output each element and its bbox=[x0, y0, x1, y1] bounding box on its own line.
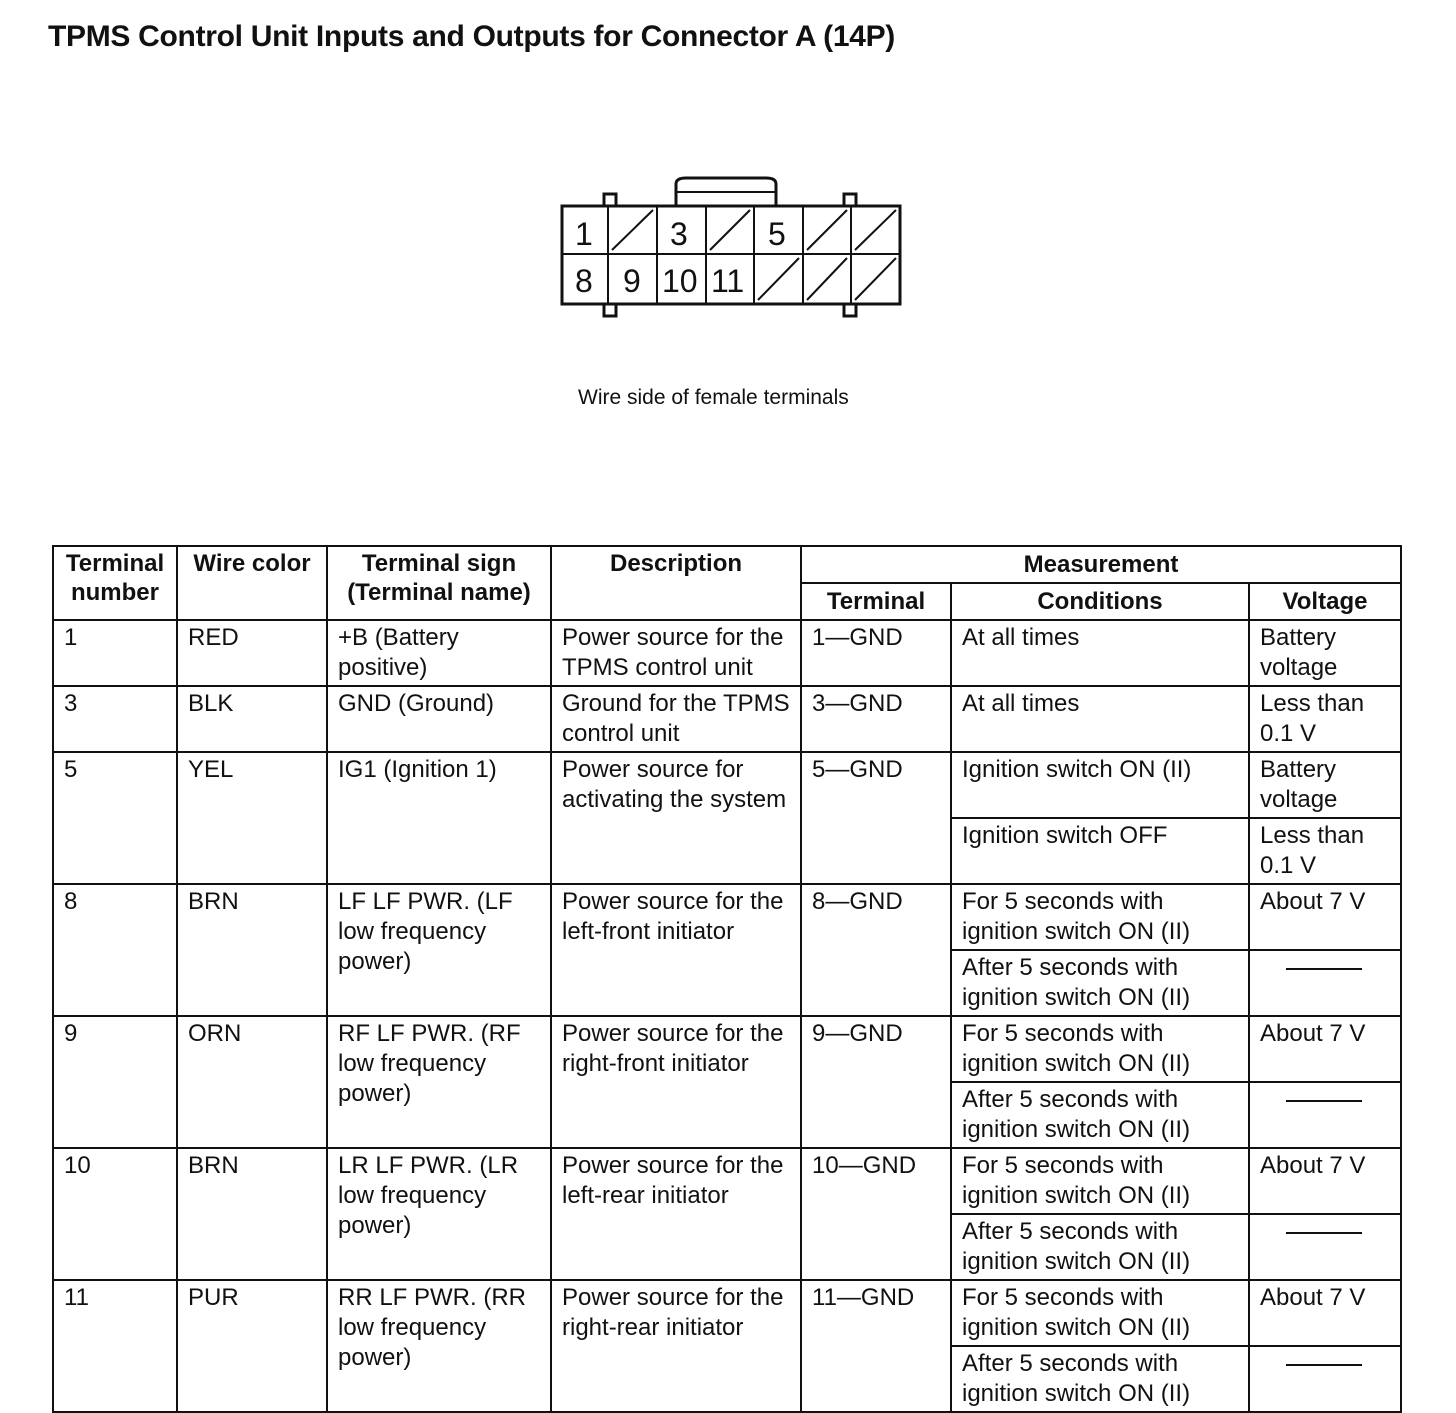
pin-label-11: 11 bbox=[711, 263, 745, 299]
table-row bbox=[53, 686, 1401, 752]
wire-color: ORN bbox=[177, 1016, 327, 1148]
voltage-none bbox=[1249, 1082, 1401, 1148]
condition: After 5 seconds with ignition switch ON (II) bbox=[951, 1082, 1249, 1148]
voltage: About 7 V bbox=[1249, 1016, 1401, 1082]
description: Power source for the TPMS control unit bbox=[551, 620, 801, 686]
terminal-number: 10 bbox=[53, 1148, 177, 1280]
terminal-number: 11 bbox=[53, 1280, 177, 1412]
pin-label-9: 9 bbox=[623, 263, 641, 299]
table-row bbox=[53, 1148, 1401, 1214]
terminal-sign: IG1 (Ignition 1) bbox=[327, 752, 551, 884]
wire-color: RED bbox=[177, 620, 327, 686]
wire-color: PUR bbox=[177, 1280, 327, 1412]
condition: After 5 seconds with ignition switch ON (II) bbox=[951, 950, 1249, 1016]
table-row bbox=[53, 620, 1401, 686]
measurement-terminal: 5—GND bbox=[801, 752, 951, 884]
condition: At all times bbox=[951, 686, 1249, 752]
terminal-number: 3 bbox=[53, 686, 177, 752]
terminal-sign: RF LF PWR. (RF low frequency power) bbox=[327, 1016, 551, 1148]
wire-color: BRN bbox=[177, 884, 327, 1016]
measurement-terminal: 9—GND bbox=[801, 1016, 951, 1148]
measurement-terminal: 8—GND bbox=[801, 884, 951, 1016]
dash-mark bbox=[1286, 1100, 1362, 1102]
measurement-terminal: 1—GND bbox=[801, 620, 951, 686]
terminal-sign: GND (Ground) bbox=[327, 686, 551, 752]
voltage: Less than 0.1 V bbox=[1249, 818, 1401, 884]
dash-mark bbox=[1286, 968, 1362, 970]
terminal-sign: LR LF PWR. (LR low frequency power) bbox=[327, 1148, 551, 1280]
terminal-number: 9 bbox=[53, 1016, 177, 1148]
wire-color: BLK bbox=[177, 686, 327, 752]
col-terminal-number: Terminal number bbox=[53, 546, 177, 620]
dash-mark bbox=[1286, 1232, 1362, 1234]
header-row bbox=[53, 546, 1401, 583]
connector-diagram bbox=[540, 170, 920, 335]
table-row bbox=[53, 1016, 1401, 1082]
terminal-number: 1 bbox=[53, 620, 177, 686]
col-measurement: Measurement bbox=[801, 546, 1401, 583]
voltage-none bbox=[1249, 950, 1401, 1016]
table-row bbox=[53, 884, 1401, 950]
pin-label-10: 10 bbox=[662, 263, 698, 299]
dash-mark bbox=[1286, 1364, 1362, 1366]
voltage: About 7 V bbox=[1249, 1148, 1401, 1214]
col-description: Description bbox=[551, 546, 801, 620]
measurement-terminal: 11—GND bbox=[801, 1280, 951, 1412]
terminal-io-table bbox=[52, 545, 1402, 1413]
wire-color: YEL bbox=[177, 752, 327, 884]
condition: Ignition switch OFF bbox=[951, 818, 1249, 884]
voltage: Less than 0.1 V bbox=[1249, 686, 1401, 752]
pin-label-3: 3 bbox=[670, 216, 688, 252]
voltage: About 7 V bbox=[1249, 884, 1401, 950]
description: Power source for the right-front initiator bbox=[551, 1016, 801, 1148]
voltage: About 7 V bbox=[1249, 1280, 1401, 1346]
description: Power source for the right-rear initiator bbox=[551, 1280, 801, 1412]
description: Power source for the left-rear initiator bbox=[551, 1148, 801, 1280]
condition: For 5 seconds with ignition switch ON (II) bbox=[951, 1148, 1249, 1214]
condition: After 5 seconds with ignition switch ON (II) bbox=[951, 1346, 1249, 1412]
col-measurement-conditions: Conditions bbox=[951, 583, 1249, 620]
pin-label-8: 8 bbox=[575, 263, 593, 299]
col-wire-color: Wire color bbox=[177, 546, 327, 620]
terminal-number: 8 bbox=[53, 884, 177, 1016]
table-row bbox=[53, 1280, 1401, 1346]
condition: After 5 seconds with ignition switch ON (II) bbox=[951, 1214, 1249, 1280]
description: Ground for the TPMS control unit bbox=[551, 686, 801, 752]
col-measurement-terminal: Terminal bbox=[801, 583, 951, 620]
connector-14p-diagram bbox=[540, 170, 920, 330]
measurement-terminal: 3—GND bbox=[801, 686, 951, 752]
table-row bbox=[53, 752, 1401, 818]
col-measurement-voltage: Voltage bbox=[1249, 583, 1401, 620]
condition: For 5 seconds with ignition switch ON (II) bbox=[951, 1016, 1249, 1082]
voltage: Battery voltage bbox=[1249, 752, 1401, 818]
condition: For 5 seconds with ignition switch ON (II) bbox=[951, 1280, 1249, 1346]
description: Power source for activating the system bbox=[551, 752, 801, 884]
measurement-terminal: 10—GND bbox=[801, 1148, 951, 1280]
terminal-sign: LF LF PWR. (LF low frequency power) bbox=[327, 884, 551, 1016]
description: Power source for the left-front initiator bbox=[551, 884, 801, 1016]
page-title: TPMS Control Unit Inputs and Outputs for Connector A (14P) bbox=[48, 20, 895, 53]
diagram-caption: Wire side of female terminals bbox=[578, 386, 849, 409]
terminal-number: 5 bbox=[53, 752, 177, 884]
col-terminal-sign: Terminal sign (Terminal name) bbox=[327, 546, 551, 620]
terminal-sign: RR LF PWR. (RR low frequency power) bbox=[327, 1280, 551, 1412]
voltage-none bbox=[1249, 1214, 1401, 1280]
pin-label-1: 1 bbox=[575, 216, 593, 252]
terminal-sign: +B (Battery positive) bbox=[327, 620, 551, 686]
voltage: Battery voltage bbox=[1249, 620, 1401, 686]
wire-color: BRN bbox=[177, 1148, 327, 1280]
condition: At all times bbox=[951, 620, 1249, 686]
voltage-none bbox=[1249, 1346, 1401, 1412]
condition: For 5 seconds with ignition switch ON (II) bbox=[951, 884, 1249, 950]
pin-label-5: 5 bbox=[768, 216, 786, 252]
condition: Ignition switch ON (II) bbox=[951, 752, 1249, 818]
